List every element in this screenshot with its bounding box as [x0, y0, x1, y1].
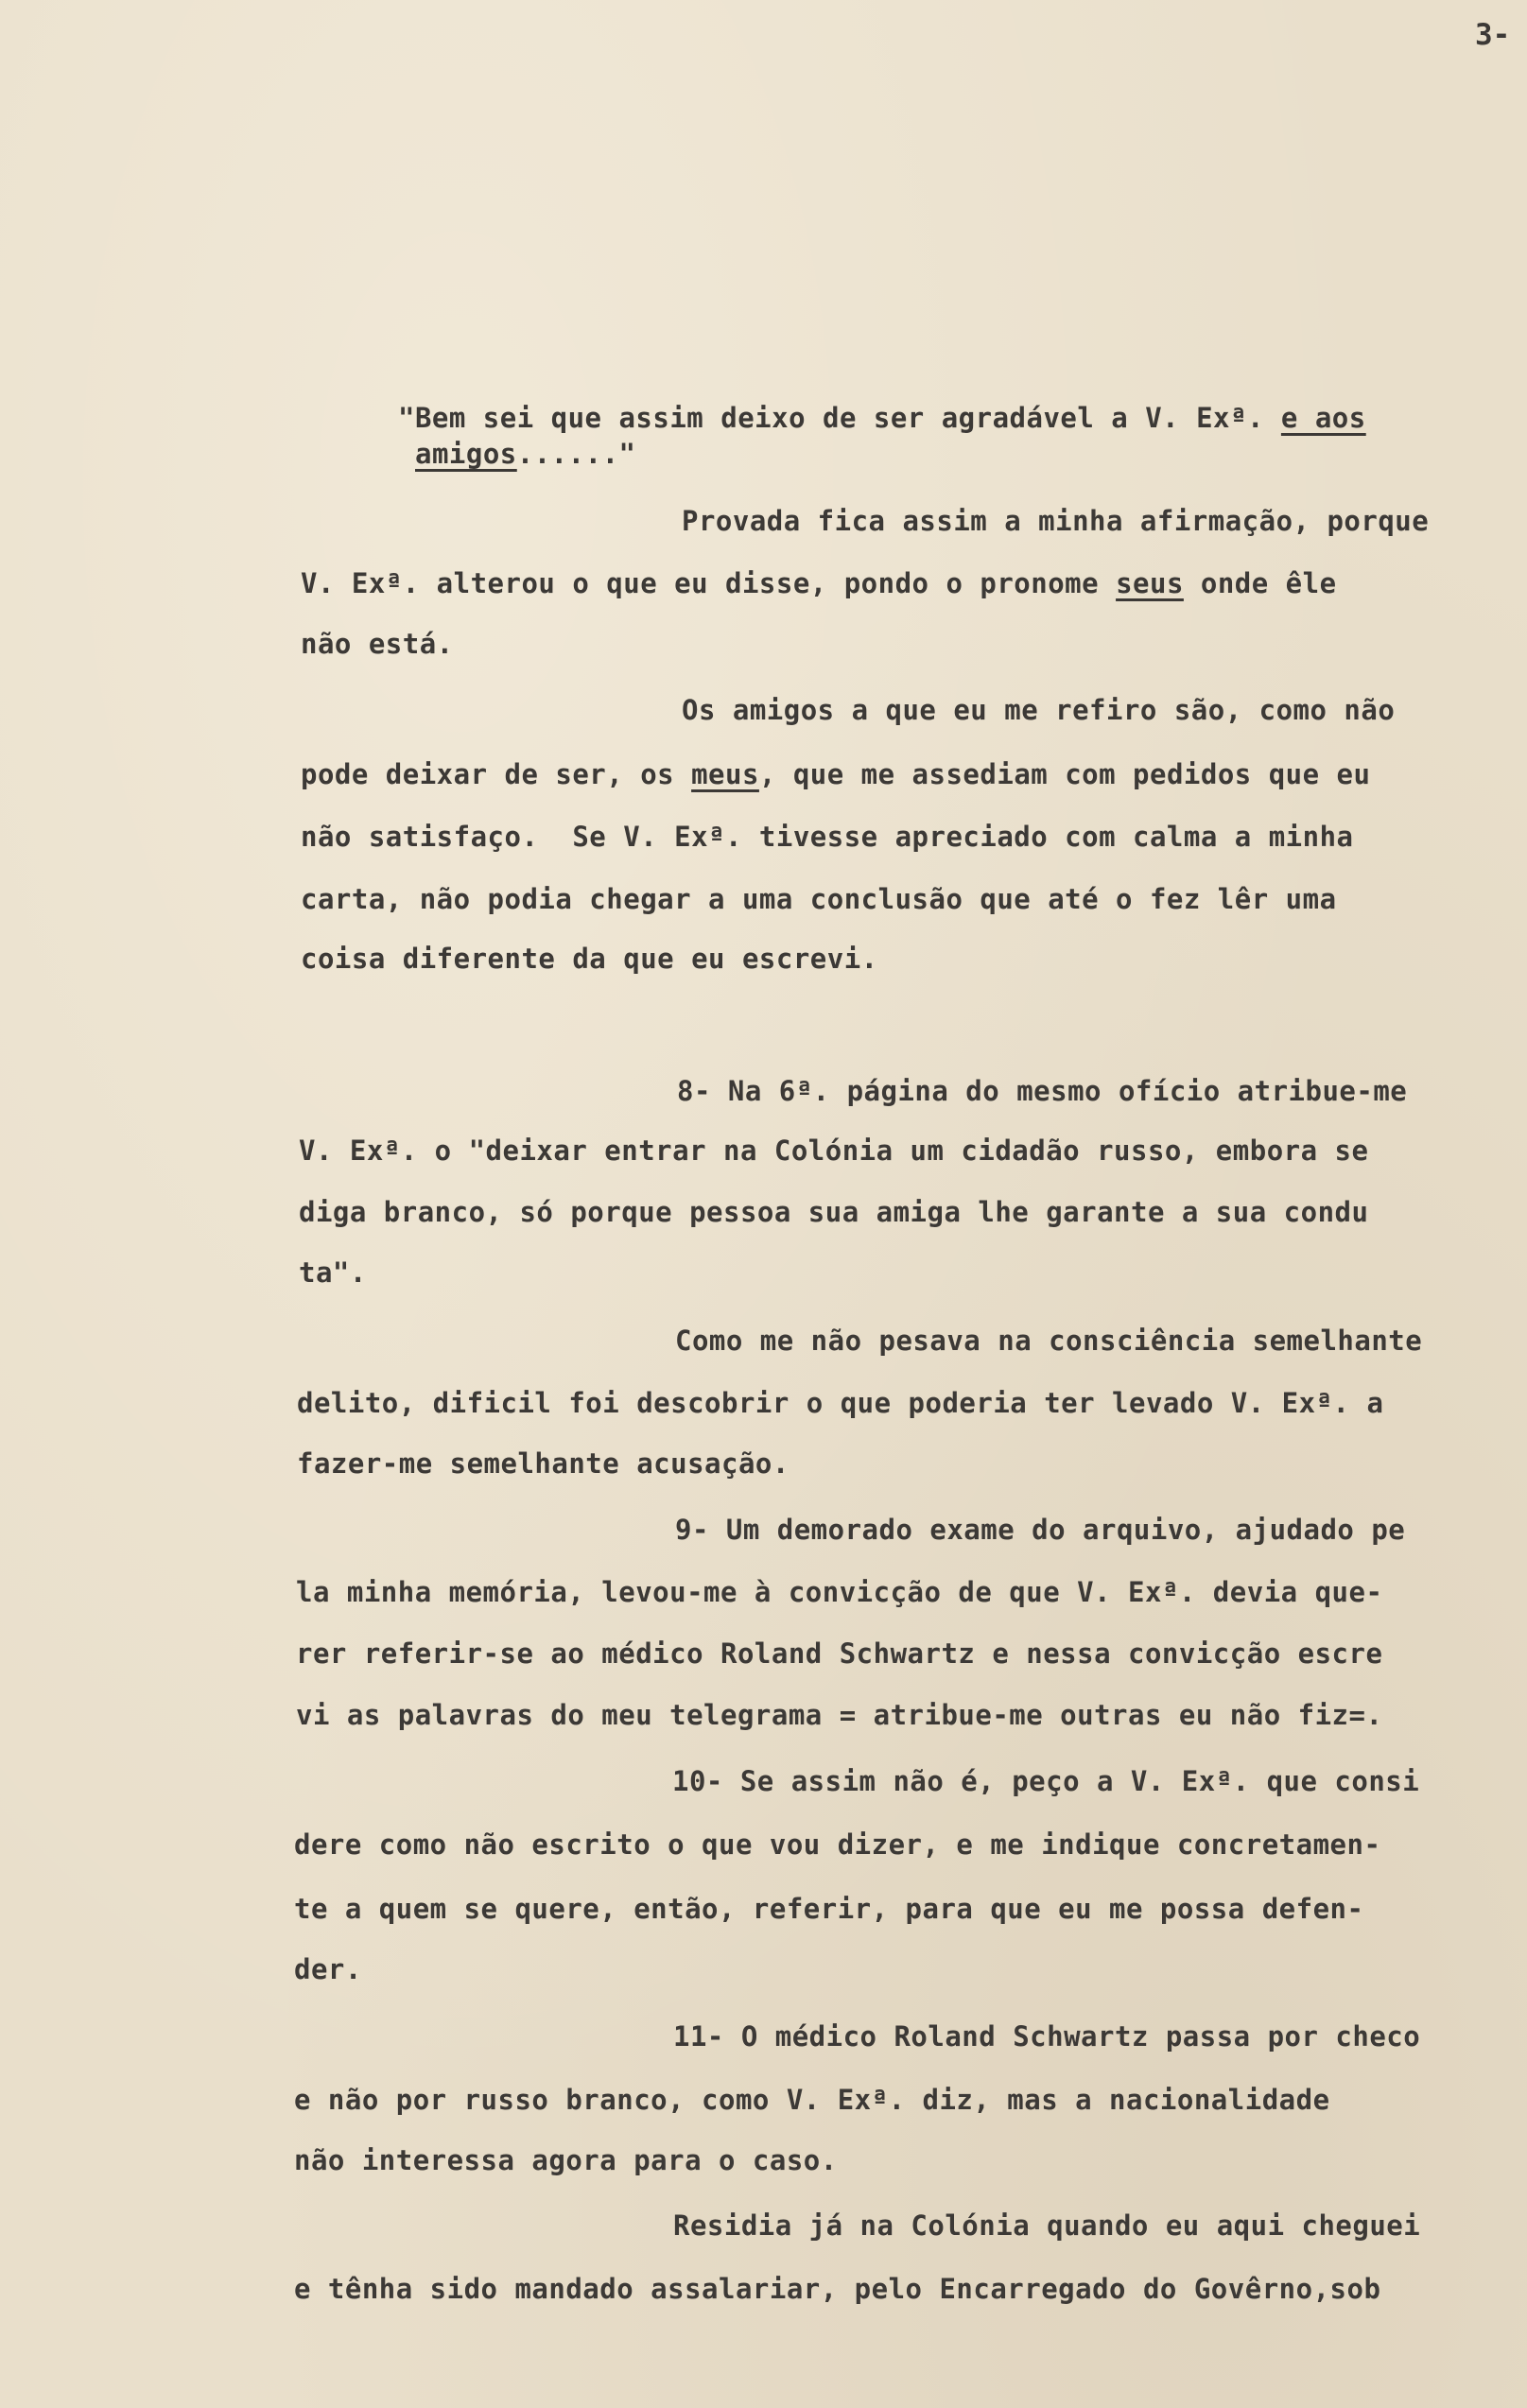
text-line: [677, 1075, 1408, 1107]
text-segment: ta".: [299, 1256, 367, 1289]
text-segment: la minha memória, levou-me à convicção de que V. Exª. devia que-: [296, 1576, 1383, 1608]
text-line: [301, 883, 1337, 915]
underlined-text: seus: [1116, 567, 1184, 599]
text-line: [673, 2020, 1421, 2053]
text-segment: te a quem se quere, então, referir, para que eu me possa defen-: [294, 1893, 1364, 1925]
text-segment: não interessa agora para o caso.: [294, 2144, 838, 2176]
text-segment: vi as palavras do meu telegrama = atribue-me outras eu não fiz=.: [296, 1699, 1383, 1731]
text-line: [294, 1828, 1381, 1861]
text-segment: e tênha sido mandado assalariar, pelo Encarregado do Govêrno,sob: [294, 2273, 1381, 2305]
text-segment: , que me assediam com pedidos que eu: [758, 758, 1371, 790]
text-segment: V. Exª. o "deixar entrar na Colónia um cidadão russo, embora se: [299, 1135, 1369, 1167]
text-segment: Os amigos a que eu me refiro são, como não: [682, 694, 1396, 726]
text-line: [299, 1137, 1368, 1165]
text-segment: rer referir-se ao médico Roland Schwartz e nessa convicção escre: [296, 1637, 1383, 1670]
text-line: [294, 2084, 1330, 2116]
text-segment: ......": [516, 438, 636, 470]
text-line: [297, 1447, 790, 1480]
text-line: [301, 758, 1371, 790]
text-line: [296, 1576, 1383, 1608]
text-line: [682, 694, 1396, 726]
underlined-text: e aos: [1280, 402, 1366, 434]
text-line: [672, 1765, 1420, 1797]
text-segment: 9- Um demorado exame do arquivo, ajudado pe: [675, 1514, 1406, 1546]
underlined-text: meus: [691, 758, 759, 790]
underlined-text: amigos: [415, 438, 517, 470]
text-segment: carta, não podia chegar a uma conclusão que até o fez lêr uma: [301, 883, 1337, 915]
text-line: [299, 1256, 367, 1289]
text-segment: V. Exª. alterou o que eu disse, pondo o pronome: [301, 567, 1117, 599]
text-line: [301, 945, 878, 973]
text-segment: dere como não escrito o que vou dizer, e me indique concretamen-: [294, 1828, 1381, 1861]
text-segment: coisa diferente da que eu escrevi.: [301, 943, 878, 975]
text-line: [301, 823, 1354, 851]
text-line: [675, 1516, 1405, 1544]
text-line: [299, 1196, 1369, 1228]
text-segment: 8- Na 6ª. página do mesmo ofício atribue-me: [677, 1075, 1408, 1107]
text-line: [301, 628, 454, 660]
text-line: [398, 402, 1366, 434]
text-line: [415, 438, 636, 470]
text-line: [301, 567, 1337, 599]
text-segment: fazer-me semelhante acusação.: [297, 1447, 790, 1480]
text-line: [673, 2209, 1421, 2242]
text-segment: der.: [294, 1953, 362, 1985]
text-segment: delito, dificil foi descobrir o que poderia ter levado V. Exª. a: [297, 1387, 1384, 1419]
text-line: [296, 1699, 1383, 1731]
text-segment: Provada fica assim a minha afirmação, porque: [682, 505, 1430, 537]
text-line: [294, 2273, 1381, 2305]
text-line: [297, 1387, 1384, 1419]
text-line: [296, 1637, 1383, 1670]
text-segment: "Bem sei que assim deixo de ser agradável a V. Exª.: [398, 402, 1281, 434]
text-line: [682, 505, 1430, 537]
text-segment: Como me não pesava na consciência semelhante: [675, 1325, 1423, 1357]
text-segment: onde êle: [1183, 567, 1337, 599]
text-line: [294, 2144, 838, 2176]
text-line: [294, 1893, 1364, 1925]
text-segment: não satisfaço. Se V. Exª. tivesse apreciado com calma a minha: [301, 821, 1354, 853]
text-line: [675, 1327, 1422, 1355]
text-segment: diga branco, só porque pessoa sua amiga lhe garante a sua condu: [299, 1196, 1369, 1228]
text-segment: pode deixar de ser, os: [301, 758, 692, 790]
text-segment: não está.: [301, 628, 454, 660]
text-line: [294, 1953, 362, 1985]
text-segment: 10- Se assim não é, peço a V. Exª. que consi: [672, 1765, 1420, 1797]
text-segment: Residia já na Colónia quando eu aqui cheguei: [673, 2209, 1421, 2242]
text-segment: e não por russo branco, como V. Exª. diz, mas a nacionalidade: [294, 2084, 1330, 2116]
text-segment: 11- O médico Roland Schwartz passa por checo: [673, 2020, 1421, 2053]
page-number: 3-: [1475, 18, 1511, 52]
